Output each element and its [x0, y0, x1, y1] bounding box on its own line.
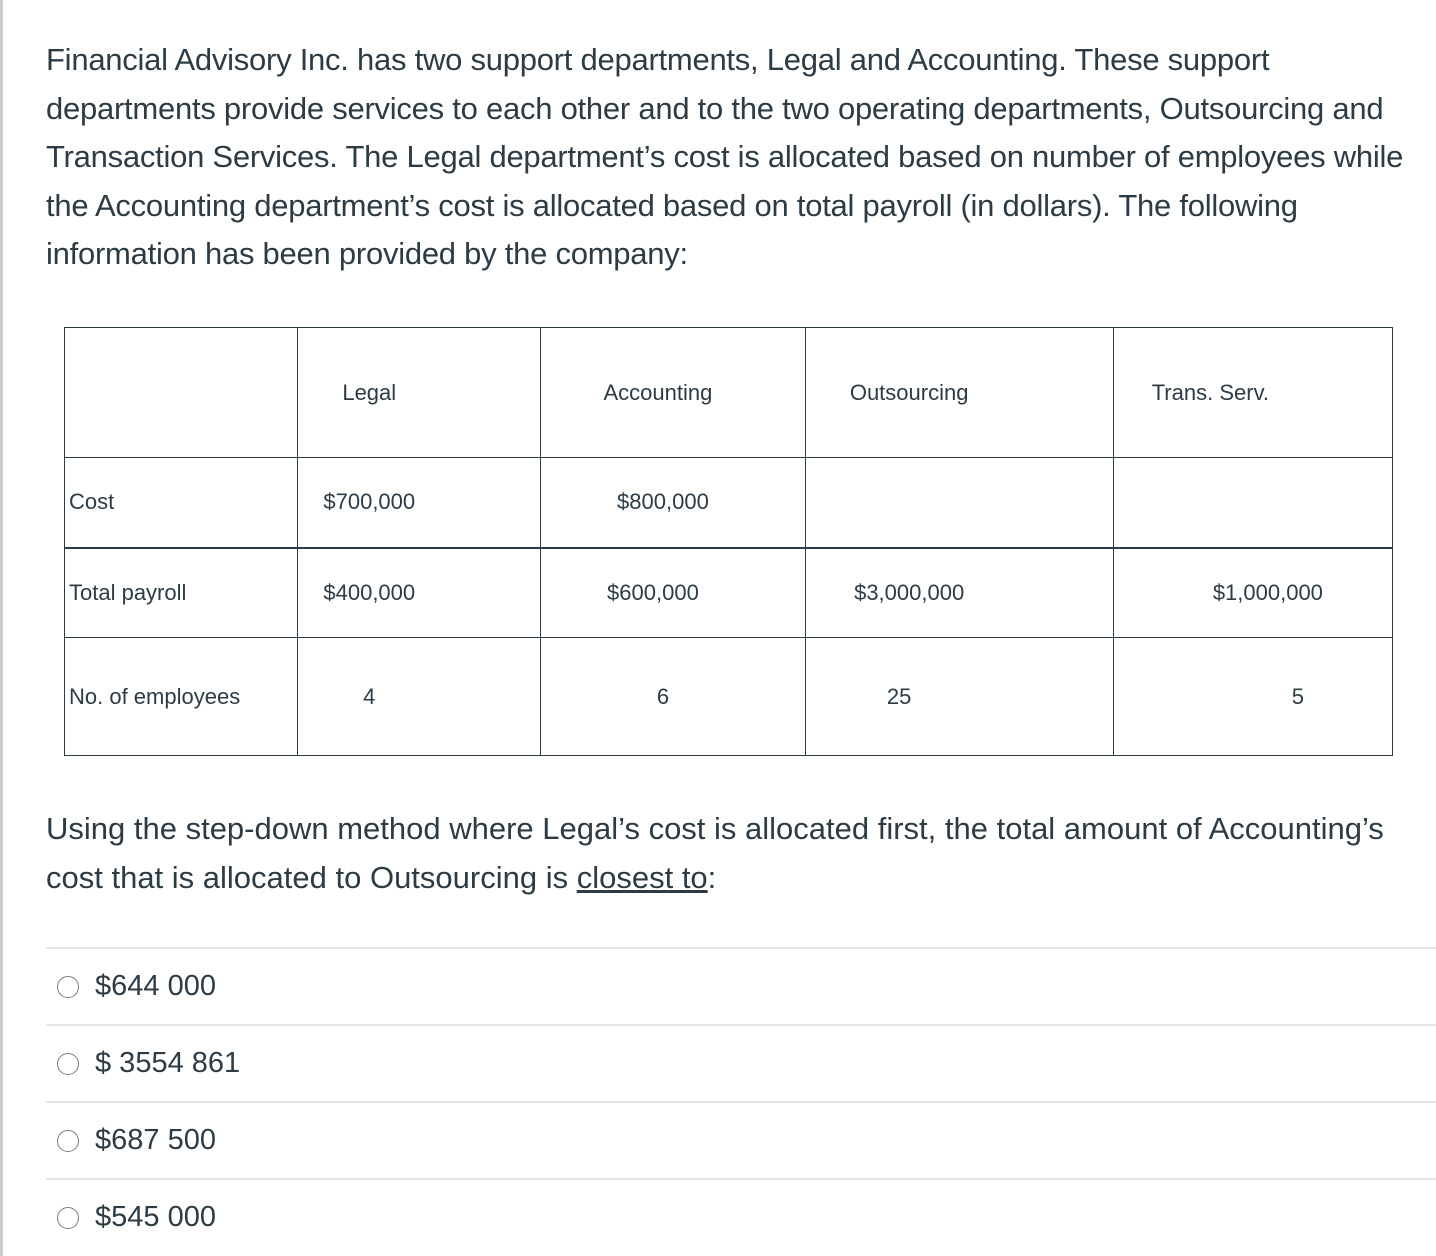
table-header-cell: Accounting	[541, 328, 805, 458]
table-cell: 5	[1113, 638, 1392, 756]
table-header-row	[65, 328, 1393, 458]
table-cell	[805, 458, 1113, 548]
answer-label[interactable]: $545 000	[95, 1201, 216, 1233]
radio-button[interactable]	[57, 976, 79, 998]
answer-label[interactable]: $ 3554 861	[95, 1047, 241, 1079]
answer-option[interactable]	[46, 1178, 1436, 1255]
radio-button[interactable]	[57, 1207, 79, 1229]
table-row	[65, 638, 1393, 756]
radio-button[interactable]	[57, 1130, 79, 1152]
table-cell	[1113, 458, 1392, 548]
question-intro: Financial Advisory Inc. has two support departments, Legal and Accounting. These support departments provide services to each other and to the two operating departments, Outsourcing and Transaction Services. The Legal department’s cost is allocated based on number of employees while the Accounting department’s cost is allocated based on total payroll (in dollars). The following information has been provided by the company:	[46, 42, 1404, 271]
answer-option[interactable]	[46, 1101, 1436, 1178]
table-cell: $600,000	[541, 548, 805, 638]
table-cell: $800,000	[541, 458, 805, 548]
question-prompt	[46, 805, 1436, 902]
table-cell: 25	[805, 638, 1113, 756]
answer-list	[46, 947, 1436, 1255]
left-border	[0, 0, 3, 1256]
answer-option[interactable]	[46, 947, 1436, 1024]
answer-option[interactable]	[46, 1024, 1436, 1101]
table-header-cell: Legal	[298, 328, 541, 458]
prompt-emphasis: closest to	[576, 859, 708, 895]
table-cell: 4	[298, 638, 541, 756]
table-cell: $400,000	[298, 548, 541, 638]
table-header-cell: Trans. Serv.	[1113, 328, 1392, 458]
prompt-text: Using the step-down method where Legal’s cost is allocated first, the total amount of Accounting’s cost that is allocated to Outsourcing is	[46, 811, 1384, 895]
table-cell: 6	[541, 638, 805, 756]
table-cell: $1,000,000	[1113, 548, 1392, 638]
table-row	[65, 548, 1393, 638]
table-header-cell: Outsourcing	[805, 328, 1113, 458]
table-row	[65, 458, 1393, 548]
row-label: No. of employees	[65, 638, 298, 756]
prompt-colon: :	[707, 859, 717, 895]
row-label: Total payroll	[65, 548, 298, 638]
table-cell: $700,000	[298, 458, 541, 548]
radio-button[interactable]	[57, 1053, 79, 1075]
cost-data-table	[64, 327, 1393, 756]
answer-label[interactable]: $644 000	[95, 970, 216, 1002]
table-header-cell	[65, 328, 298, 458]
answer-label[interactable]: $687 500	[95, 1124, 216, 1156]
row-label: Cost	[65, 458, 298, 548]
table-cell: $3,000,000	[805, 548, 1113, 638]
